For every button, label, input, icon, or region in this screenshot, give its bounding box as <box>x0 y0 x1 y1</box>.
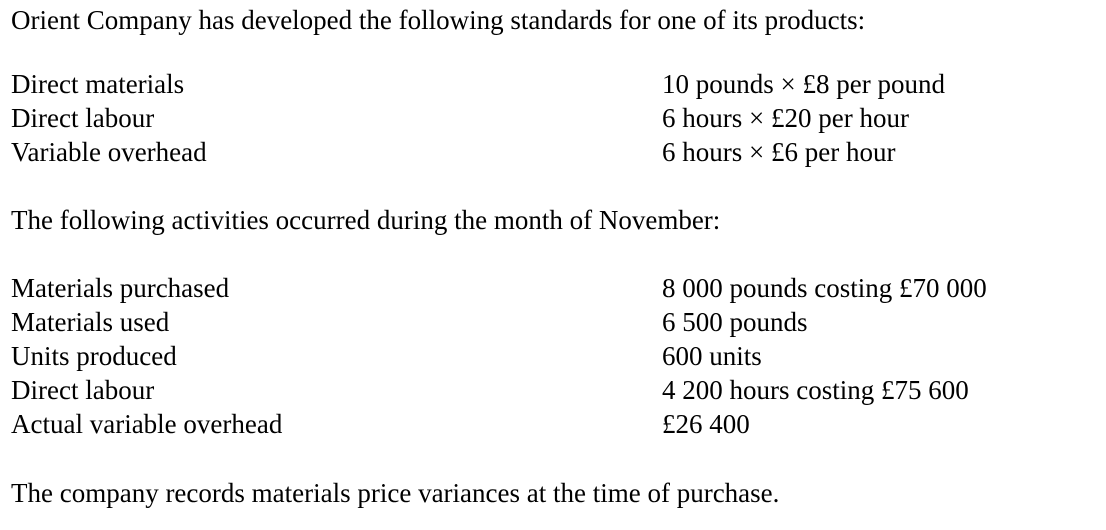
standards-label: Direct labour <box>11 103 155 133</box>
standards-row <box>11 135 1091 169</box>
activities-intro-text: The following activities occurred during the month of November: <box>11 205 721 235</box>
standards-label: Variable overhead <box>11 137 207 167</box>
activities-label: Materials purchased <box>11 273 230 303</box>
standards-row <box>11 101 1091 135</box>
activities-value: 4 200 hours costing £75 600 <box>662 375 969 405</box>
activities-label: Direct labour <box>11 375 155 405</box>
activities-row <box>11 271 1091 305</box>
activities-row <box>11 305 1091 339</box>
activities-row <box>11 407 1091 441</box>
activities-value: £26 400 <box>662 409 750 439</box>
standards-value: 6 hours × £20 per hour <box>662 103 909 133</box>
activities-value: 6 500 pounds <box>662 307 808 337</box>
standards-row <box>11 67 1091 101</box>
activities-value: 600 units <box>662 341 762 371</box>
activities-label: Materials used <box>11 307 170 337</box>
activities-value: 8 000 pounds costing £70 000 <box>662 273 987 303</box>
standards-value: 10 pounds × £8 per pound <box>662 69 945 99</box>
activities-row <box>11 373 1091 407</box>
standards-value: 6 hours × £6 per hour <box>662 137 896 167</box>
activities-label: Actual variable overhead <box>11 409 283 439</box>
intro-text: Orient Company has developed the following standards for one of its products: <box>11 5 866 35</box>
activities-row <box>11 339 1091 373</box>
footer-text: The company records materials price variances at the time of purchase. <box>11 478 780 508</box>
activities-label: Units produced <box>11 341 177 371</box>
standards-label: Direct materials <box>11 69 185 99</box>
